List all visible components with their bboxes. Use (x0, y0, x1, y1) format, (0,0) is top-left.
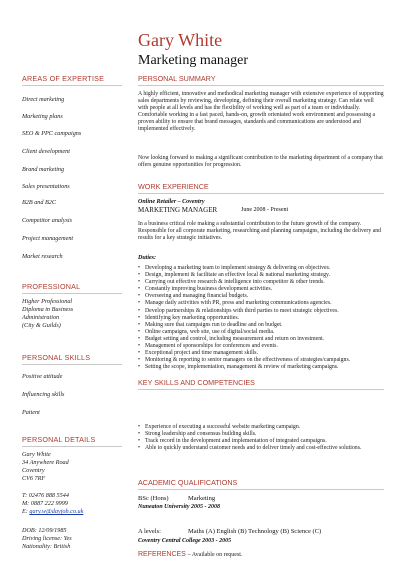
references-line (138, 550, 384, 558)
area-item: B2B and B2C (22, 199, 57, 206)
qual1-school: Nuneaton University 2005 - 2008 (138, 504, 221, 510)
key-skills-list (138, 424, 384, 452)
duty-item: • Management of sponsorships for conferences and events. (138, 343, 384, 350)
area-item: Market research (22, 253, 63, 260)
details-line: 34 Anywhere Road (22, 459, 69, 466)
qual2-subjects: Maths (A) English (B) Technology (B) Science (C) (188, 528, 322, 535)
experience-title: WORK EXPERIENCE (138, 182, 209, 191)
divider (138, 85, 384, 86)
summary-title: PERSONAL SUMMARY (138, 74, 216, 83)
duty-item: • Online campaigns, web site, use of digital/social media. (138, 329, 384, 336)
qual1-degree: BSc (Hons) (138, 495, 169, 502)
professional-title: PROFESSIONAL (22, 282, 81, 291)
professional-line: Administration (22, 314, 60, 321)
area-item: Marketing plans (22, 113, 63, 120)
phone-line: T: 02476 888 5544 (22, 492, 69, 499)
email-line (22, 508, 83, 516)
divider (22, 293, 122, 294)
references-title: REFERENCES (138, 551, 186, 558)
job-description: In a business critical role making a substantial contribution to the future growth of the company. Responsible for all corporate marketing, researching and planning campaigns, including the delivery and results for a key strategic initiatives. (138, 221, 382, 241)
email-link[interactable]: gary.w@dayjob.co.uk (29, 508, 84, 515)
key-skills-title: KEY SKILLS AND COMPETENCIES (138, 378, 255, 387)
professional-line: Higher Professional (22, 298, 73, 305)
qual2-level: A levels: (138, 528, 161, 535)
area-item: SEO & PPC campaigns (22, 130, 82, 137)
email-prefix: E: (22, 508, 28, 515)
area-item: Sales presentations (22, 183, 70, 190)
resume-role: Marketing manager (138, 53, 249, 68)
details-title: PERSONAL DETAILS (22, 435, 96, 444)
skill-item: Patient (22, 409, 40, 416)
skills-title: PERSONAL SKILLS (22, 353, 91, 362)
area-item: Competitor analysis (22, 217, 73, 224)
company: Online Retailer – Coventry (138, 199, 205, 205)
qualifications-title: ACADEMIC QUALIFICATIONS (138, 478, 238, 487)
skill-item: Positive attitude (22, 373, 63, 380)
areas-title: AREAS OF EXPERTISE (22, 74, 105, 83)
skill-item: Influencing skills (22, 391, 65, 398)
duty-item: • Constantly improving business development activities. (138, 286, 384, 293)
divider (138, 193, 384, 194)
resume-name: Gary White (138, 30, 223, 50)
duty-item: • Design, implement & facilitate an effective local & national marketing strategy. (138, 272, 384, 279)
duties-label: Duties: (138, 255, 156, 261)
qual1-subject: Marketing (188, 495, 216, 502)
duty-item: • Manage daily activities with PR, press and marketing communications agencies. (138, 300, 384, 307)
job-dates: June 2008 - Present (241, 207, 289, 213)
area-item: Client development (22, 148, 70, 155)
phone-line: M: 0887 222 9999 (22, 500, 68, 507)
professional-line: (City & Guilds) (22, 322, 61, 329)
duty-item: • Carrying out effective research & intelligence into competitor & other trends. (138, 279, 384, 286)
divider (138, 489, 384, 490)
duty-item: • Budget setting and control, including measurement and return on investment. (138, 336, 384, 343)
duty-item: • Identifying key marketing opportunities. (138, 315, 384, 322)
skill-item: • Experience of executing a successful website marketing campaign. (138, 424, 384, 431)
details-line: Nationality: British (22, 543, 71, 550)
divider (22, 446, 122, 447)
skill-item: • Able to quickly understand customer needs and to deliver timely and cost-effective solutions. (138, 445, 384, 452)
divider (138, 389, 384, 390)
area-item: Brand marketing (22, 166, 65, 173)
professional-line: Diploma in Business (22, 306, 74, 313)
details-line: Gary White (22, 451, 51, 458)
area-item: Direct marketing (22, 96, 65, 103)
details-line: CV6 7RF (22, 475, 46, 482)
details-line: Coventry (22, 467, 45, 474)
details-line: Driving license: Yes (22, 535, 72, 542)
duty-item: • Develop partnerships & relationships with third parties to meet strategic objectives. (138, 308, 384, 315)
summary-paragraph: A highly efficient, innovative and methodical marketing manager with extensive experience of supporting sales departments by reviewing, developing, defining their overall marketing strategy. Can relate well with people at all levels and has the flexibility of working well as part of a team or individually. Comfortable working in a fast paced, hands-on, growth orientated work environment and possessing a proven ability to ensure that brand messages, standards and communications are understood and implemented effectively. (138, 91, 384, 132)
duties-list (138, 265, 384, 371)
duty-item: • Setting the scope, implementation, management & review of marketing campaigns. (138, 364, 384, 371)
references-text: – Available on request. (187, 552, 243, 558)
duty-item: • Developing a marketing team to implement strategy & delivering on objectives. (138, 265, 384, 272)
duty-item: • Overseeing and managing financial budgets. (138, 293, 384, 300)
duty-item: • Making sure that campaigns run to deadline and on budget. (138, 322, 384, 329)
duty-item: • Exceptional project and time management skills. (138, 350, 384, 357)
duty-item: • Monitoring & reporting to senior managers on the effectiveness of strategies/campaigns. (138, 357, 384, 364)
summary-paragraph: Now looking forward to making a significant contribution to the marketing department of a company that offers genuine opportunities for progression. (138, 155, 383, 168)
details-line: DOB: 12/09/1985 (22, 527, 67, 534)
skill-item: • Track record in the development and implementation of integrated campaigns. (138, 438, 384, 445)
divider (22, 364, 122, 365)
qual2-school: Coventry Central College 2003 - 2005 (138, 538, 232, 544)
job-title: MARKETING MANAGER (138, 206, 218, 214)
divider (22, 85, 122, 86)
skill-item: • Strong leadership and consensus building skills. (138, 431, 384, 438)
area-item: Project management (22, 235, 74, 242)
